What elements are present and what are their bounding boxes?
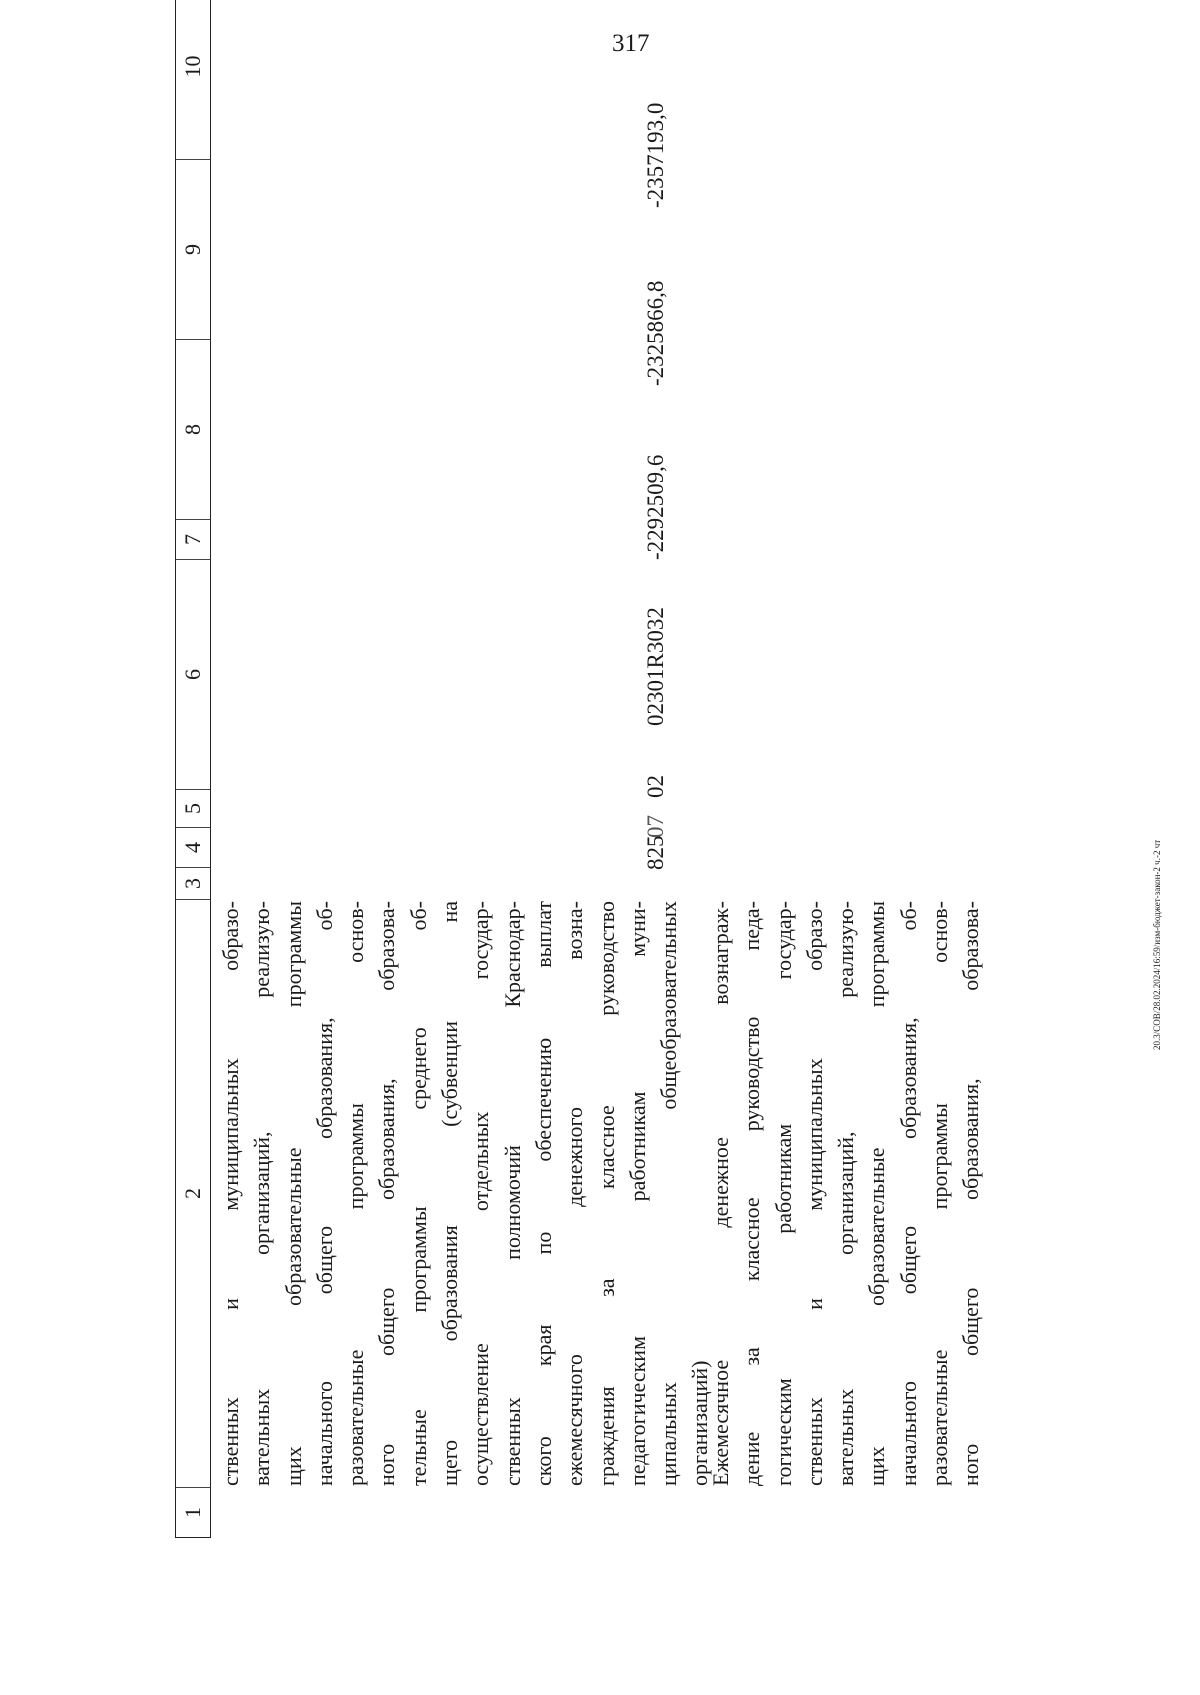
row1-line: ципальных общеобразовательных <box>656 901 682 1486</box>
row2-line: ственных и муниципальных образо- <box>801 901 827 1486</box>
header-col-2: 2 <box>176 899 210 1487</box>
row1-col6-value: 02301R3032 <box>643 607 668 726</box>
row2-line: Ежемесячное денежное вознаграж- <box>708 901 733 1486</box>
row1-line: организаций) <box>687 1360 713 1486</box>
header-col-7: 7 <box>176 519 210 559</box>
header-col-10: 10 <box>180 55 205 78</box>
row2-line: гогическим работникам государ- <box>770 901 796 1486</box>
row1-line: тельные программы среднего об- <box>405 901 431 1486</box>
row1-col10-value: -2357193,0 <box>643 102 668 208</box>
row2-line: дение за классное руководство педа- <box>739 901 765 1486</box>
row1-line: щих образовательные программы <box>280 901 306 1486</box>
header-col-5: 5 <box>176 789 210 827</box>
header-col-8: 8 <box>176 339 210 519</box>
header-col-6: 6 <box>176 559 210 789</box>
row1-line: щего образования (субвенции на <box>437 901 463 1486</box>
row2-line: ного общего образования, образова- <box>958 901 984 1486</box>
footer-stamp: 20.3/СОВ/28.02.2024/16:59/изм-бюджет-закон-2 ч.-2 чт <box>1152 839 1162 1050</box>
row2-line: начального общего образования, об- <box>895 901 921 1486</box>
row1-col8-value: -2292509,6 <box>643 454 668 560</box>
row2-line: щих образовательные программы <box>864 901 890 1486</box>
row1-line: ежемесячного денежного возна- <box>562 901 588 1486</box>
row1-col5-value: 02 <box>643 775 668 798</box>
row1-col9-value: -2325866,8 <box>643 280 668 386</box>
row2-line: разовательные программы основ- <box>927 901 953 1486</box>
row1-line: вательных организаций, реализую- <box>249 901 275 1486</box>
row1-col4-value: 07 <box>643 815 668 838</box>
row1-line: ственных полномочий Краснодар- <box>499 901 525 1486</box>
page-number: 317 <box>612 30 650 57</box>
header-col-4: 4 <box>176 827 210 867</box>
row1-description <box>215 901 716 1486</box>
table-header-row <box>175 0 211 1538</box>
row1-line: ного общего образования, образова- <box>374 901 400 1486</box>
header-col-9: 9 <box>176 159 210 339</box>
row1-line: осуществление отдельных государ- <box>468 901 494 1486</box>
row1-col3-value: 825 <box>643 835 668 870</box>
header-col-1: 1 <box>176 1487 210 1537</box>
budget-table <box>175 55 984 1538</box>
row1-line: разовательные программы основ- <box>343 901 369 1486</box>
row1-line: ского края по обеспечению выплат <box>530 901 556 1486</box>
header-col-3: 3 <box>176 867 210 899</box>
row2-description <box>705 901 987 1486</box>
row1-line: ственных и муниципальных образо- <box>218 901 243 1486</box>
row2-line: вательных организаций, реализую- <box>833 901 859 1486</box>
row1-line: начального общего образования, об- <box>311 901 337 1486</box>
row1-line: педагогическим работникам муни- <box>624 901 650 1486</box>
row1-line: граждения за классное руководство <box>593 901 619 1486</box>
